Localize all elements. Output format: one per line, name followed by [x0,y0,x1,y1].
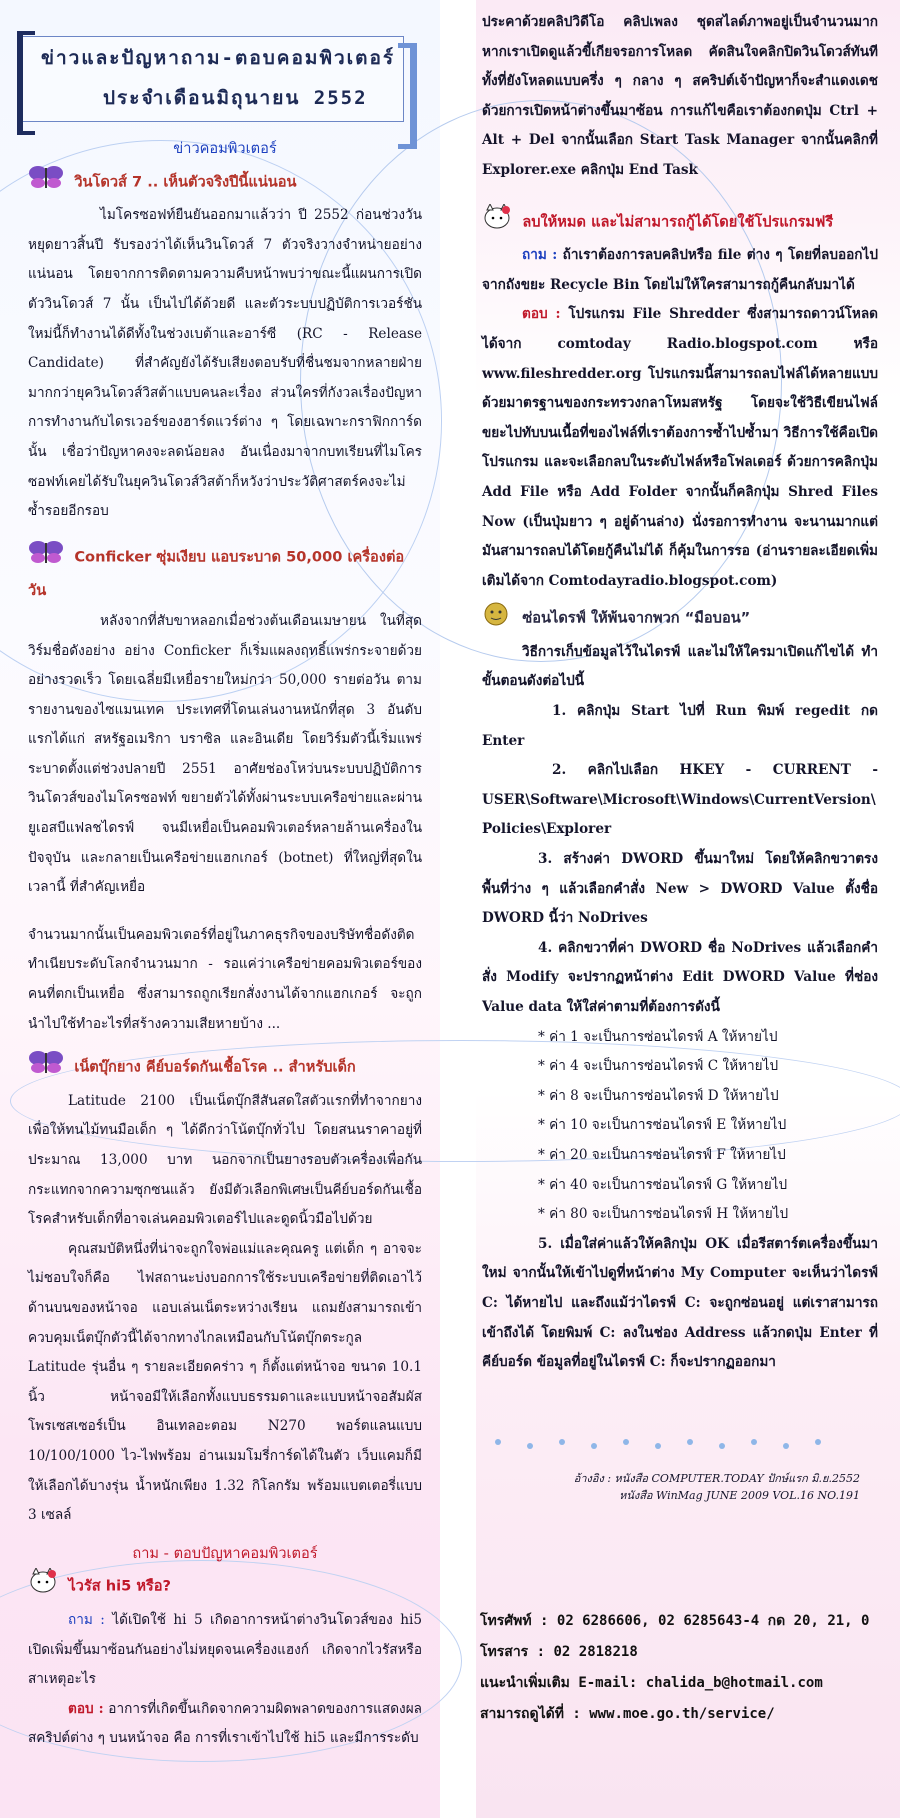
qa-title: ไวรัส hi5 หรือ? [68,1577,172,1595]
qa-title: ซ่อนไดรฟ์ ให้พ้นจากพวก “มือบอน” [522,609,751,627]
value-item: * ค่า 8 จะเป็นการซ่อนไดรฟ์ D ให้หายไป [538,1087,779,1104]
qa-hide-drive [482,600,878,1377]
qa-title: ลบให้หมด และไม่สามารถกู้ได้โดยใช้โปรแกรมฟรี [522,212,834,230]
header-title: ข่าวและปัญหาถาม-ตอบคอมพิวเตอร์ [41,47,396,69]
value-item: * ค่า 10 จะเป็นการซ่อนไดรฟ์ E ให้หายไป [538,1117,787,1134]
article-conficker [28,539,422,1040]
contact-fax: โทรสาร : 02 2818218 [480,1644,638,1660]
hello-kitty-icon [482,204,512,242]
value-item: * ค่า 20 จะเป็นการซ่อนไดรฟ์ F ให้หายไป [538,1146,786,1163]
article-netbook [28,1049,422,1531]
qa-file-shredder [482,204,878,597]
qa-intro: วิธีการเก็บข้อมูลไว้ในไดรฟ์ และไม่ให้ใครมาเปิดแก้ไขได้ ทำขั้นตอนดังต่อไปนี้ [482,643,878,690]
answer-text: อาการที่เกิดขึ้นเกิดจากความผิดพลาดของการแสดงผลสคริปต์ต่าง ๆ บนหน้าจอ คือ การที่เราเข้าไปใช้ hi5 และมีการระดับ [28,1700,422,1747]
article-paragraph: หลังจากที่สับขาหลอกเมื่อช่วงต้นเดือนเมษายน ในที่สุดวิร์มชื่อดังอย่าง อย่าง Conficker ก็เริ่มแผลงฤทธิ์แพร่กระจายด้วยอย่างรวดเร็ว โดยเฉลี่ยมีเหยื่อรายใหม่กว่า 50,000 รายต่อวัน ตามรายงานของไซแมนเทค ประเทศที่โดนเล่นงานหนักที่สุด 3 อันดับแรกได้แก่ สหรัฐอเมริกา บราซิล และอินเดีย โดยวิร์มตัวนี้เริ่มแพร่ระบาดตั้งแต่ช่วงปลายปี 2551 อาศัยช่องโหว่บนระบบปฏิบัติการวินโดวส์ของไมโครซอฟท์ ขยายตัวได้ทั้งผ่านระบบเครือข่ายและผ่านยูเอสบีแฟลชไดรฟ์ จนมีเหยื่อเป็นคอมพิวเตอร์หลายล้านเครื่องในปัจจุบัน และกลายเป็นเครือข่ายแฮกเกอร์ (botnet) ที่ใหญ่ที่สุดในเวลานี้ ที่สำคัญเหยื่อ [28,612,422,896]
butterfly-icon [28,164,64,202]
left-column [28,134,422,1754]
contact-email: แนะนำเพิ่มเติม E-mail: chalida_b@hotmail.com [480,1675,823,1691]
butterfly-icon [28,539,64,577]
article-windows7 [28,164,422,527]
answer-label: ตอบ : [68,1700,104,1717]
article-title: วินโดวส์ 7 .. เห็นตัวจริงปีนี้แน่นอน [74,172,297,190]
hello-kitty-icon [28,1568,58,1606]
step: 1. คลิกปุ่ม Start ไปที่ Run พิมพ์ regedit กด Enter [482,703,878,749]
emoticon-icon [482,600,512,638]
header-subtitle: ประจำเดือนมิถุนายน 2552 [103,87,368,109]
answer-label: ตอบ : [522,306,561,323]
decor-dots [490,1434,840,1454]
step: 2. คลิกไปเลือก HKEY - CURRENT - USER\Software\Microsoft\Windows\CurrentVersion\ Policies\Explorer [482,762,878,838]
step: 5. เมื่อใส่ค่าแล้วให้คลิกปุ่ม OK เมื่อรีสตาร์ตเครื่องขึ้นมาใหม่ จากนั้นให้เข้าไปดูที่หน้าต่าง My Computer จะเห็นว่าไดรฟ์ C: ได้หายไป และถึงแม้ว่าไดรฟ์ C: จะถูกซ่อนอยู่ แต่เราสามารถเข้าถึงได้ โดยพิมพ์ C: ลงในช่อง Address แล้วกดปุ่ม Enter ที่คีย์บอร์ด ข้อมูลที่อยู่ในไดรฟ์ C: ก็จะปรากฏออกมา [482,1235,878,1371]
article-paragraph: ไมโครซอฟท์ยืนยันออกมาแล้วว่า ปี 2552 ก่อนช่วงวันหยุดยาวสิ้นปี รับรองว่าได้เห็นวินโดวส์ 7 ตัวจริงวางจำหน่ายอย่างแน่นอน โดยจากการติดตามความคืบหน้าพบว่าขณะนี้แผนการเปิดตัววินโดวส์ 7 นั้น เป็นไปได้ด้วยดี และตัวระบบปฏิบัติการเวอร์ชันใหม่นี้ก็ทำงานได้ดีทั้งในช่วงเบต้าและอาร์ซี (RC - Release Candidate) ที่สำคัญยังได้รับเสียงตอบรับที่ชื่นชมจากหลายฝ่าย มากกว่ายุควินโดวส์วิสต้าแบบคนละเรื่อง ส่วนใครที่กังวลเรื่องปัญหาการทำงานกับไดรเวอร์ของฮาร์ดแวร์ต่าง ๆ โดยเฉพาะกราฟิกการ์ดนั้น เชื่อว่าปัญหาคงจะลดน้อยลง อันเนื่องมาจากบทเรียนที่ไมโครซอฟท์เคยได้รับในยุควินโดวส์วิสต้าก็หวังว่าประวัติศาสตร์คงจะไม่ซ้ำรอยอีกรอบ [28,207,422,520]
contact-web: สามารถดูได้ที่ : www.moe.go.th/service/ [480,1706,775,1722]
value-item: * ค่า 40 จะเป็นการซ่อนไดรฟ์ G ให้หายไป [538,1176,788,1193]
article-title: Conficker ซุ่มเงียบ แอบระบาด 50,000 เครื่องต่อวัน [28,548,405,600]
news-section-title: ข่าวคอมพิวเตอร์ [173,140,277,157]
references [480,1470,860,1504]
answer-text: โปรแกรม File Shredder ซึ่งสามารถดาวน์โหลดได้จาก comtoday Radio.blogspot.com หรือ www.fileshredder.org โปรแกรมนี้สามารถลบไฟล์ได้หลายแบบ ด้วยมาตรฐานของกระทรวงกลาโหมสหรัฐ โดยจะใช้วิธีเขียนไฟล์ขยะไปทับบนเนื้อที่ของไฟล์ที่เราต้องการซ้ำไปซ้ำมา วิธีการใช้คือเปิดโปรแกรม และจะเลือกลบในระดับไฟล์หรือโฟลเดอร์ ด้วยการคลิกปุ่ม Add File หรือ Add Folder จากนั้นก็คลิกปุ่ม Shred Files Now (เป็นปุ่มยาว ๆ อยู่ด้านล่าง) นั่งรอการทำงาน จะนานมากแต่มันสามารถลบได้โดยกู้คืนไม่ได้ ก็คุ้มในการรอ (อ่านรายละเอียดเพิ่มเติมได้จาก Comtodayradio.blogspot.com) [482,306,879,589]
question-text: ถ้าเราต้องการลบคลิปหรือ file ต่าง ๆ โดยที่ลบออกไปจากถังขยะ Recycle Bin โดยไม่ให้ใครสามารถกู้คืนกลับมาได้ [482,247,878,293]
contact-block [480,1606,880,1730]
page-header [22,36,404,122]
header-bracket [17,31,35,135]
step: 3. สร้างค่า DWORD ขึ้นมาใหม่ โดยให้คลิกขวาตรงพื้นที่ว่าง ๆ แล้วเลือกคำสั่ง New > DWORD Value ตั้งชื่อ DWORD นี้ว่า NoDrives [482,851,878,927]
article-paragraph: Latitude 2100 เป็นเน็ตบุ๊กสีสันสดใสตัวแรกที่ทำจากยางเพื่อให้ทนไม้ทนมือเด็ก ๆ ได้ดีกว่าโน้ตบุ๊กทั่วไป โดยสนนราคาอยู่ที่ประมาณ 13,000 บาท นอกจากเป็นยางรอบตัวเครื่องเพื่อกันกระแทกจากความซุกซนแล้ว ยังมีตัวเลือกพิเศษเป็นคีย์บอร์ดกันเชื้อโรคสำหรับเด็กที่อาจเล่นคอมพิวเตอร์ไปและดูดนิ้วมือไปด้วย [28,1092,422,1228]
step: 4. คลิกขวาที่ค่า DWORD ชื่อ NoDrives แล้วเลือกคำสั่ง Modify จะปรากฏหน้าต่าง Edit DWORD Value ที่ช่อง Value data ให้ใส่ค่าตามที่ต้องการดังนี้ [482,939,878,1015]
value-item: * ค่า 1 จะเป็นการซ่อนไดรฟ์ A ให้หายไป [538,1028,778,1045]
reference-line: อ้างอิง : หนังสือ COMPUTER.TODAY ปักษ์แรก มิ.ย.2552 [573,1472,860,1485]
contact-phone: โทรศัพท์ : 02 6286606, 02 6285643-4 กด 20, 21, 0 [480,1613,870,1629]
value-list [482,1023,878,1230]
reference-line: หนังสือ WinMag JUNE 2009 VOL.16 NO.191 [619,1489,860,1502]
question-label: ถาม : [68,1611,105,1628]
answer-continuation: ประคาด้วยคลิปวิดีโอ คลิปเพลง ชุดสไลด์ภาพอยู่เป็นจำนวนมาก หากเราเปิดดูแล้วขี้เกียจรอการโหลด คัดสินใจคลิกปิดวินโดวส์ทันทีทั้งที่ยังโหลดแบบครึ่ง ๆ กลาง ๆ สคริปต์เจ้าปัญหาก็จะสำแดงเดช ด้วยการเปิดหน้าต่างขึ้นมาซ้อน การแก้ไขคือเราต้องกดปุ่ม Ctrl + Alt + Del จากนั้นเลือก Start Task Manager จากนั้นคลิกที่ Explorer.exe คลิกปุ่ม End Task [482,14,878,178]
value-item: * ค่า 80 จะเป็นการซ่อนไดรฟ์ H ให้หายไป [538,1206,789,1223]
question-label: ถาม : [522,247,558,264]
right-column [482,8,878,1378]
article-paragraph: คุณสมบัติหนึ่งที่น่าจะถูกใจพ่อแม่และคุณครู แต่เด็ก ๆ อาจจะไม่ชอบใจก็คือ ไฟสถานะบ่งบอกการใช้ระบบเครือข่ายที่ติดเอาไว้ด้านบนของหน้าจอ แอบเล่นเน็ตระหว่างเรียน แถมยังสามารถเข้าควบคุมเน็ตบุ๊กตัวนี้ได้จากทางไกลเหมือนกับโน้ตบุ๊กตระกูล Latitude รุ่นอื่น ๆ รายละเอียดคร่าว ๆ ก็ตั้งแต่หน้าจอ ขนาด 10.1 นิ้ว หน้าจอมีให้เลือกทั้งแบบธรรมดาและแบบหน้าจอสัมผัส โพรเซสเซอร์เป็น อินเทลอะตอม N270 พอร์ตแลนแบบ 10/100/1000 ไว-ไฟพร้อม อ่านเมมโมรี่การ์ดได้ในตัว เว็บแคมก็มีให้เลือกได้บางรุ่น น้ำหนักเพียง 1.32 กิโลกรัม พร้อมแบตเตอรี่แบบ 3 เซลล์ [28,1240,422,1524]
value-item: * ค่า 4 จะเป็นการซ่อนไดรฟ์ C ให้หายไป [538,1058,779,1075]
article-title: เน็ตบุ๊กยาง คีย์บอร์ดกันเชื้อโรค .. สำหรับเด็ก [74,1058,356,1076]
article-paragraph: จำนวนมากนั้นเป็นคอมพิวเตอร์ที่อยู่ในภาคธุรกิจของบริษัทชื่อดังติดทำเนียบระดับโลกจำนวนมาก - รอแค่ว่าเครือข่ายคอมพิวเตอร์ของคนที่ตกเป็นเหยื่อ ซึ่งสามารถถูกเรียกสั่งงานได้จากแฮกเกอร์ จะถูกนำไปใช้ทำอะไรที่สร้างความเสียหายบ้าง ... [28,926,422,1032]
qa-hi5 [28,1568,422,1754]
butterfly-icon [28,1049,64,1087]
question-text: ได้เปิดใช้ hi 5 เกิดอาการหน้าต่างวินโดวส์ของ hi5 เปิดเพิ่มขึ้นมาซ้อนกันอย่างไม่หยุดจนเครื่องแฮงก์ เกิดจากไวรัสหรือสาเหตุอะไร [28,1611,422,1688]
qa-section-title: ถาม - ตอบปัญหาคอมพิวเตอร์ [132,1544,318,1562]
